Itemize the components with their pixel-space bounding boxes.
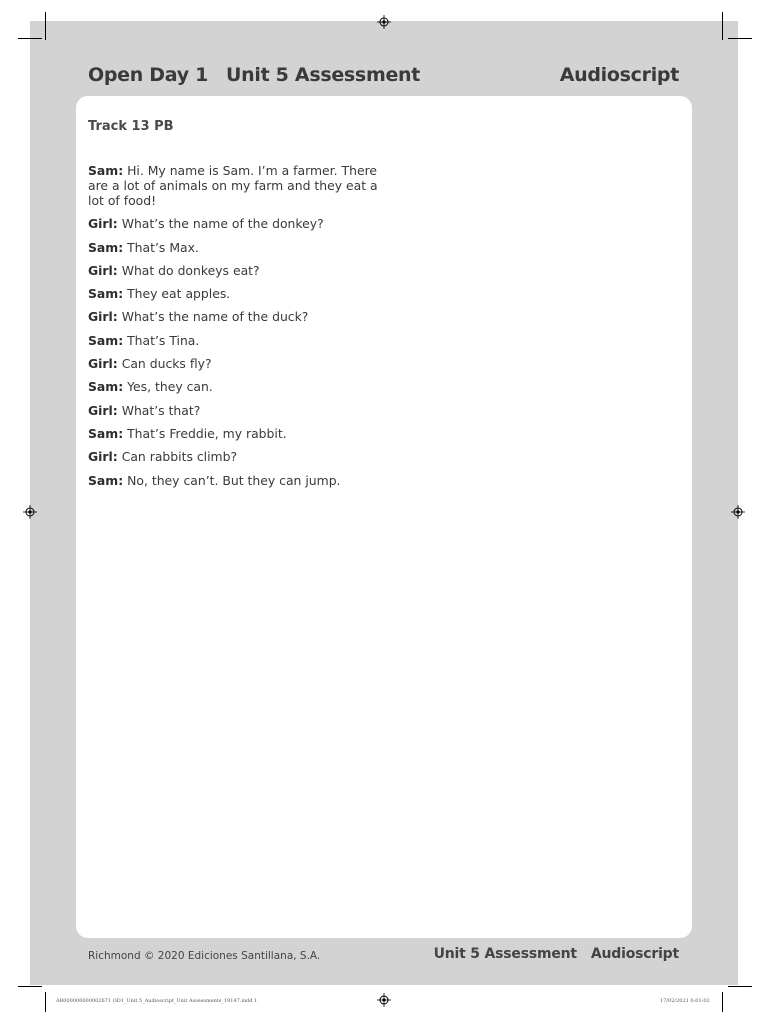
speaker-name: Girl: bbox=[88, 262, 118, 278]
dialogue-line bbox=[88, 473, 378, 488]
dialogue-text: Can ducks fly? bbox=[121, 356, 212, 372]
speaker-name: Sam: bbox=[88, 286, 124, 302]
speaker-name: Girl: bbox=[88, 402, 118, 418]
speaker-name: Sam: bbox=[88, 425, 124, 441]
dialogue-line bbox=[88, 286, 378, 301]
unit-title: Unit 5 Assessment bbox=[226, 64, 421, 86]
dialogue-text: That’s Max. bbox=[127, 239, 199, 255]
dialogue-line bbox=[88, 163, 378, 208]
registration-mark-icon bbox=[731, 505, 745, 519]
dialogue-text: That’s Freddie, my rabbit. bbox=[127, 425, 287, 441]
speaker-name: Girl: bbox=[88, 356, 118, 372]
crop-mark bbox=[45, 12, 46, 40]
dialogue-text: No, they can’t. But they can jump. bbox=[127, 472, 341, 488]
footer-copyright: Richmond © 2020 Ediciones Santillana, S.A. bbox=[88, 950, 321, 962]
page-header-left bbox=[88, 64, 420, 86]
crop-mark bbox=[722, 12, 723, 40]
page-header-right: Audioscript bbox=[559, 64, 679, 86]
dialogue-line bbox=[88, 216, 378, 231]
crop-mark bbox=[18, 986, 42, 987]
dialogue-line bbox=[88, 426, 378, 441]
registration-mark-icon bbox=[377, 993, 391, 1007]
crop-mark bbox=[728, 38, 752, 39]
dialogue-line bbox=[88, 240, 378, 255]
dialogue-text: What’s the name of the duck? bbox=[121, 309, 309, 325]
dialogue-text: What’s the name of the donkey? bbox=[121, 216, 324, 232]
speaker-name: Sam: bbox=[88, 163, 124, 178]
dialogue-text: What’s that? bbox=[121, 402, 201, 418]
dialogue-text: They eat apples. bbox=[127, 286, 231, 302]
speaker-name: Sam: bbox=[88, 379, 124, 395]
dialogue-line bbox=[88, 356, 378, 371]
crop-mark bbox=[45, 992, 46, 1012]
crop-mark bbox=[722, 992, 723, 1012]
dialogue-text: Hi. My name is Sam. I’m a farmer. There are a lot of animals on my farm and they eat a lot of food! bbox=[88, 163, 378, 208]
registration-mark-icon bbox=[377, 15, 391, 29]
registration-mark-icon bbox=[23, 505, 37, 519]
book-title: Open Day 1 bbox=[88, 64, 209, 86]
audioscript-dialogue bbox=[88, 163, 378, 496]
crop-mark bbox=[18, 38, 42, 39]
speaker-name: Girl: bbox=[88, 216, 118, 232]
track-label: Track 13 PB bbox=[88, 119, 174, 134]
crop-mark bbox=[728, 986, 752, 987]
speaker-name: Sam: bbox=[88, 332, 124, 348]
print-slug-date: 17/02/2021 0:01:02 bbox=[660, 998, 710, 1004]
speaker-name: Girl: bbox=[88, 449, 118, 465]
speaker-name: Girl: bbox=[88, 309, 118, 325]
dialogue-text: What do donkeys eat? bbox=[121, 262, 260, 278]
dialogue-text: That’s Tina. bbox=[127, 332, 200, 348]
dialogue-line bbox=[88, 333, 378, 348]
dialogue-line bbox=[88, 263, 378, 278]
footer-title bbox=[434, 946, 679, 962]
dialogue-line bbox=[88, 403, 378, 418]
dialogue-line bbox=[88, 449, 378, 464]
dialogue-line bbox=[88, 309, 378, 324]
dialogue-text: Yes, they can. bbox=[127, 379, 213, 395]
dialogue-text: Can rabbits climb? bbox=[121, 449, 238, 465]
dialogue-line bbox=[88, 379, 378, 394]
footer-section: Audioscript bbox=[590, 946, 679, 962]
speaker-name: Sam: bbox=[88, 239, 124, 255]
footer-unit: Unit 5 Assessment bbox=[433, 946, 577, 962]
speaker-name: Sam: bbox=[88, 472, 124, 488]
print-slug-file: AB000000000002671 OD1_Unit 5_Audioscript_Unit Assessments_19147.indd 1 bbox=[56, 998, 258, 1004]
